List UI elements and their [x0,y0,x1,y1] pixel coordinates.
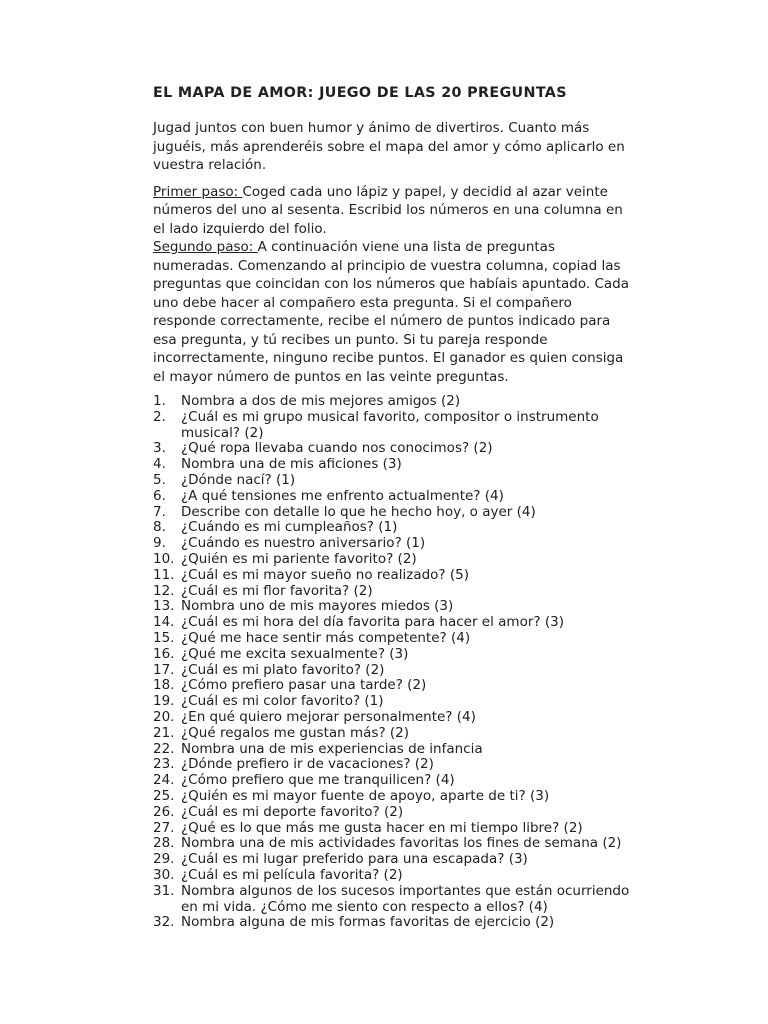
question-text: Nombra uno de mis mayores miedos (3) [181,598,454,615]
question-text: ¿Cuándo es mi cumpleaños? (1) [181,519,398,536]
text-line: responde correctamente, recibe el número de puntos indicado para [153,313,611,329]
question-number: 13. [153,598,175,615]
question-text: Describe con detalle lo que he hecho hoy, o ayer (4) [181,503,536,520]
question-number: 4. [153,456,166,473]
question-item [153,631,715,647]
question-number: 11. [153,566,175,583]
question-text: en mi vida. ¿Cómo me siento con respecto a ellos? (4) [181,898,548,915]
question-item [153,457,715,473]
question-text: ¿Qué es lo que más me gusta hacer en mi tiempo libre? (2) [181,819,583,836]
question-item [153,441,715,457]
question-item [153,710,715,726]
question-item [153,394,715,410]
question-number: 3. [153,440,166,457]
step1-paragraph [153,183,715,239]
question-number: 21. [153,724,175,741]
document-content [153,84,715,931]
question-text: ¿Quién es mi pariente favorito? (2) [181,550,417,567]
question-item [153,663,715,679]
question-item [153,726,715,742]
question-text: ¿Cuándo es nuestro aniversario? (1) [181,535,426,552]
question-number: 20. [153,708,175,725]
intro-paragraph [153,119,715,175]
question-item [153,821,715,837]
text-line: esa pregunta, y tú recibes un punto. Si tu pareja responde [153,331,548,348]
question-text: ¿Cómo prefiero pasar una tarde? (2) [181,677,427,694]
question-text: ¿Cuál es mi plato favorito? (2) [181,661,385,678]
question-text: ¿Dónde nací? (1) [181,471,296,488]
question-number: 16. [153,645,175,662]
question-item [153,520,715,536]
question-item [153,678,715,694]
question-number: 18. [153,677,175,694]
text-line: el mayor número de puntos en las veinte preguntas. [153,368,509,385]
question-item [153,505,715,521]
question-text: ¿Cuál es mi mayor sueño no realizado? (5) [181,566,470,583]
question-item [153,536,715,552]
question-item [153,742,715,758]
step2-paragraph [153,238,715,386]
question-text: ¿Cuál es mi hora del día favorita para hacer el amor? (3) [181,614,564,631]
question-text: ¿Dónde prefiero ir de vacaciones? (2) [181,756,434,773]
question-text: ¿Cuál es mi película favorita? (2) [181,866,403,883]
question-item [153,789,715,805]
text-line: juguéis, más aprenderéis sobre el mapa del amor y cómo aplicarlo en [153,138,625,155]
question-number: 12. [153,582,175,599]
text-line: Coged cada uno lápiz y papel, y decidid al azar veinte [242,183,608,200]
question-number: 25. [153,787,175,804]
question-text: ¿Qué me hace sentir más competente? (4) [181,629,471,646]
question-item [153,568,715,584]
question-item [153,836,715,852]
question-item [153,584,715,600]
question-item [153,599,715,615]
question-item [153,852,715,868]
question-number: 28. [153,835,175,852]
question-item [153,805,715,821]
question-text: Nombra una de mis actividades favoritas los fines de semana (2) [181,835,622,852]
question-text: ¿En qué quiero mejorar personalmente? (4) [181,708,476,725]
question-number: 8. [153,519,166,536]
step-label: Segundo paso: [153,239,258,255]
document-title: EL MAPA DE AMOR: JUEGO DE LAS 20 PREGUNTAS [153,85,567,101]
question-item [153,473,715,489]
question-number: 1. [153,393,166,409]
question-item [153,757,715,773]
question-number: 22. [153,740,175,757]
question-text: musical? (2) [181,424,264,441]
question-item [153,773,715,789]
question-text: ¿Qué me excita sexualmente? (3) [181,645,409,662]
question-number: 31. [153,882,175,899]
question-text: ¿Cómo prefiero que me tranquilicen? (4) [181,772,455,789]
question-number: 15. [153,629,175,646]
question-item [153,489,715,505]
question-text: ¿Qué ropa llevaba cuando nos conocimos? (2) [181,440,493,457]
question-number: 14. [153,614,175,631]
questions-list [153,394,715,931]
question-item [153,647,715,663]
question-number: 27. [153,819,175,836]
question-number: 5. [153,471,166,488]
text-line: A continuación viene una lista de preguntas [257,239,555,255]
text-line: numeradas. Comenzando al principio de vuestra columna, copiad las [153,257,621,274]
question-text: ¿Cuál es mi grupo musical favorito, compositor o instrumento [181,408,599,425]
question-text: ¿Cuál es mi color favorito? (1) [181,693,384,710]
question-text: ¿Cuál es mi deporte favorito? (2) [181,803,404,820]
question-number: 26. [153,803,175,820]
question-number: 29. [153,851,175,868]
question-text: ¿Qué regalos me gustan más? (2) [181,724,410,741]
text-line: el lado izquierdo del folio. [153,220,327,237]
question-number: 9. [153,535,166,552]
question-text: ¿A qué tensiones me enfrento actualmente? (4) [181,487,504,504]
text-line: incorrectamente, ninguno recibe puntos. El ganador es quien consiga [153,350,624,366]
text-line: números del uno al sesenta. Escribid los números en una columna en [153,202,623,218]
text-line: uno debe hacer al compañero esta pregunta. Si el compañero [153,294,572,311]
question-item [153,552,715,568]
question-number: 6. [153,487,166,504]
text-line: vuestra relación. [153,157,267,173]
text-line: preguntas que coincidan con los números que habíais apuntado. Cada [153,276,630,292]
question-text: Nombra a dos de mis mejores amigos (2) [181,393,461,409]
text-line: Jugad juntos con buen humor y ánimo de divertiros. Cuanto más [153,120,590,136]
question-number: 24. [153,772,175,789]
question-number: 2. [153,408,166,425]
question-number: 32. [153,914,175,931]
question-number: 19. [153,693,175,710]
question-text: ¿Cuál es mi lugar preferido para una escapada? (3) [181,851,528,868]
question-number: 7. [153,503,166,520]
question-text: ¿Cuál es mi flor favorita? (2) [181,582,373,599]
question-number: 17. [153,661,175,678]
question-text: Nombra una de mis experiencias de infancia [181,740,483,757]
question-item [153,410,715,442]
question-number: 30. [153,866,175,883]
question-text: Nombra una de mis aficiones (3) [181,456,402,473]
question-item [153,915,715,931]
question-text: Nombra algunos de los sucesos importantes que están ocurriendo [181,882,630,899]
question-number: 23. [153,756,175,773]
question-item [153,884,715,916]
question-text: ¿Quién es mi mayor fuente de apoyo, aparte de ti? (3) [181,787,550,804]
question-item [153,868,715,884]
question-item [153,694,715,710]
step-label: Primer paso: [153,183,243,200]
question-number: 10. [153,550,175,567]
question-item [153,615,715,631]
question-text: Nombra alguna de mis formas favoritas de ejercicio (2) [181,914,555,931]
